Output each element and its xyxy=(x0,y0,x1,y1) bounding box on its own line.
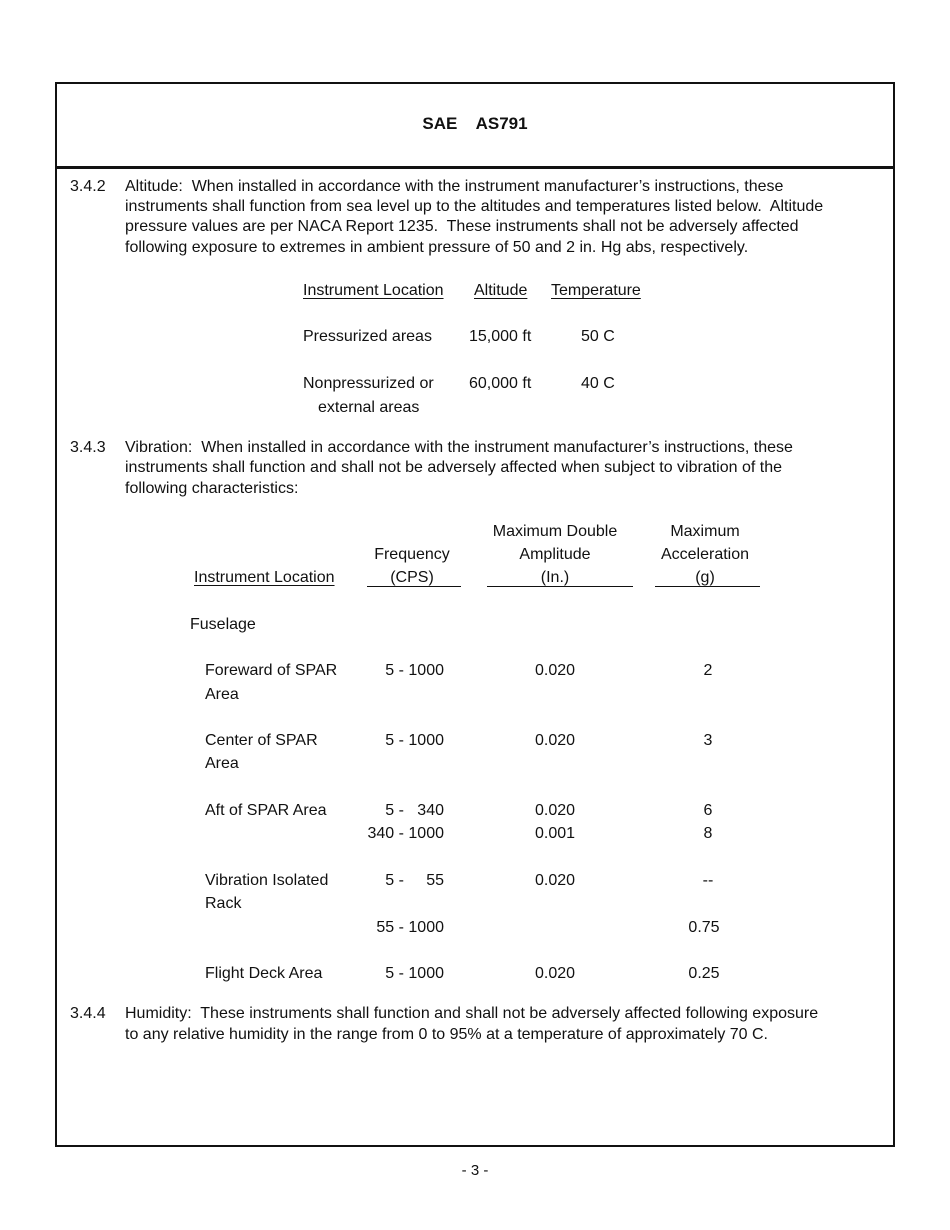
cell-acceleration: 0.75 xyxy=(688,919,720,936)
cell-frequency: 5 - 1000 xyxy=(385,965,444,982)
header-underline xyxy=(367,586,461,587)
header-underline xyxy=(487,586,633,587)
section-text-line: Altitude: When installed in accordance with the instrument manufacturer’s instructions, these xyxy=(125,178,784,195)
section-number: 3.4.4 xyxy=(70,1005,106,1022)
cell-amplitude: 0.020 xyxy=(534,802,576,819)
section-number: 3.4.2 xyxy=(70,178,106,195)
cell-frequency: 5 - 340 xyxy=(385,802,444,819)
cell-location: Pressurized areas xyxy=(303,328,432,345)
section-text-line: pressure values are per NACA Report 1235. These instruments shall not be adversely affected xyxy=(125,218,799,235)
cell-location: Nonpressurized or xyxy=(303,375,434,392)
section-text-line: following characteristics: xyxy=(125,480,299,497)
cell-location-continued: Area xyxy=(205,755,239,772)
column-header-frequency: Frequency xyxy=(374,546,450,563)
cell-location: Vibration Isolated xyxy=(205,872,329,889)
column-header-location: Instrument Location xyxy=(303,282,444,299)
column-header-acceleration: Acceleration xyxy=(660,546,750,563)
section-text-line: following exposure to extremes in ambient pressure of 50 and 2 in. Hg abs, respectively. xyxy=(125,239,749,256)
cell-acceleration: 3 xyxy=(703,732,713,749)
cell-location: Center of SPAR xyxy=(205,732,318,749)
header-underline xyxy=(655,586,760,587)
section-text-line: to any relative humidity in the range from 0 to 95% at a temperature of approximately 70 C. xyxy=(125,1026,768,1043)
cell-altitude: 15,000 ft xyxy=(469,328,532,345)
cell-location-continued: Rack xyxy=(205,895,242,912)
column-header-acceleration-unit: (g) xyxy=(695,569,715,586)
cell-frequency: 55 - 1000 xyxy=(376,919,444,936)
cell-acceleration: -- xyxy=(702,872,714,889)
cell-frequency: 5 - 55 xyxy=(385,872,444,889)
cell-location: Foreward of SPAR xyxy=(205,662,338,679)
section-text-line: instruments shall function from sea level up to the altitudes and temperatures listed below. Altitude xyxy=(125,198,824,215)
column-header-amplitude: Amplitude xyxy=(519,546,591,563)
section-number: 3.4.3 xyxy=(70,439,106,456)
section-text-line: Vibration: When installed in accordance with the instrument manufacturer’s instructions, these xyxy=(125,439,793,456)
document-header xyxy=(57,84,893,169)
cell-temperature: 40 C xyxy=(581,375,615,392)
section-text-line: instruments shall function and shall not be adversely affected when subject to vibration of the xyxy=(125,459,782,476)
cell-acceleration: 2 xyxy=(703,662,713,679)
column-header-altitude: Altitude xyxy=(474,282,528,299)
cell-frequency: 5 - 1000 xyxy=(385,732,444,749)
cell-location: Flight Deck Area xyxy=(205,965,323,982)
cell-altitude: 60,000 ft xyxy=(469,375,532,392)
cell-amplitude: 0.001 xyxy=(534,825,576,842)
group-label-fuselage: Fuselage xyxy=(190,616,256,633)
section-text-line: Humidity: These instruments shall function and shall not be adversely affected following exposure xyxy=(125,1005,819,1022)
column-header-location: Instrument Location xyxy=(194,569,335,586)
cell-amplitude: 0.020 xyxy=(534,662,576,679)
column-header-frequency-unit: (CPS) xyxy=(390,569,434,586)
cell-temperature: 50 C xyxy=(581,328,615,345)
cell-amplitude: 0.020 xyxy=(534,732,576,749)
cell-acceleration: 0.25 xyxy=(688,965,720,982)
column-header-amplitude: Maximum Double xyxy=(492,523,618,540)
cell-frequency: 340 - 1000 xyxy=(367,825,444,842)
page-number: - 3 - xyxy=(461,1162,489,1179)
cell-location-continued: external areas xyxy=(318,399,420,416)
cell-location-continued: Area xyxy=(205,686,239,703)
cell-frequency: 5 - 1000 xyxy=(385,662,444,679)
column-header-acceleration: Maximum xyxy=(670,523,740,540)
cell-acceleration: 8 xyxy=(703,825,713,842)
cell-location: Aft of SPAR Area xyxy=(205,802,327,819)
cell-amplitude: 0.020 xyxy=(534,872,576,889)
column-header-temperature: Temperature xyxy=(551,282,641,299)
cell-amplitude: 0.020 xyxy=(534,965,576,982)
cell-acceleration: 6 xyxy=(703,802,713,819)
document-title: SAE AS791 xyxy=(422,114,528,133)
column-header-amplitude-unit: (In.) xyxy=(540,569,570,586)
